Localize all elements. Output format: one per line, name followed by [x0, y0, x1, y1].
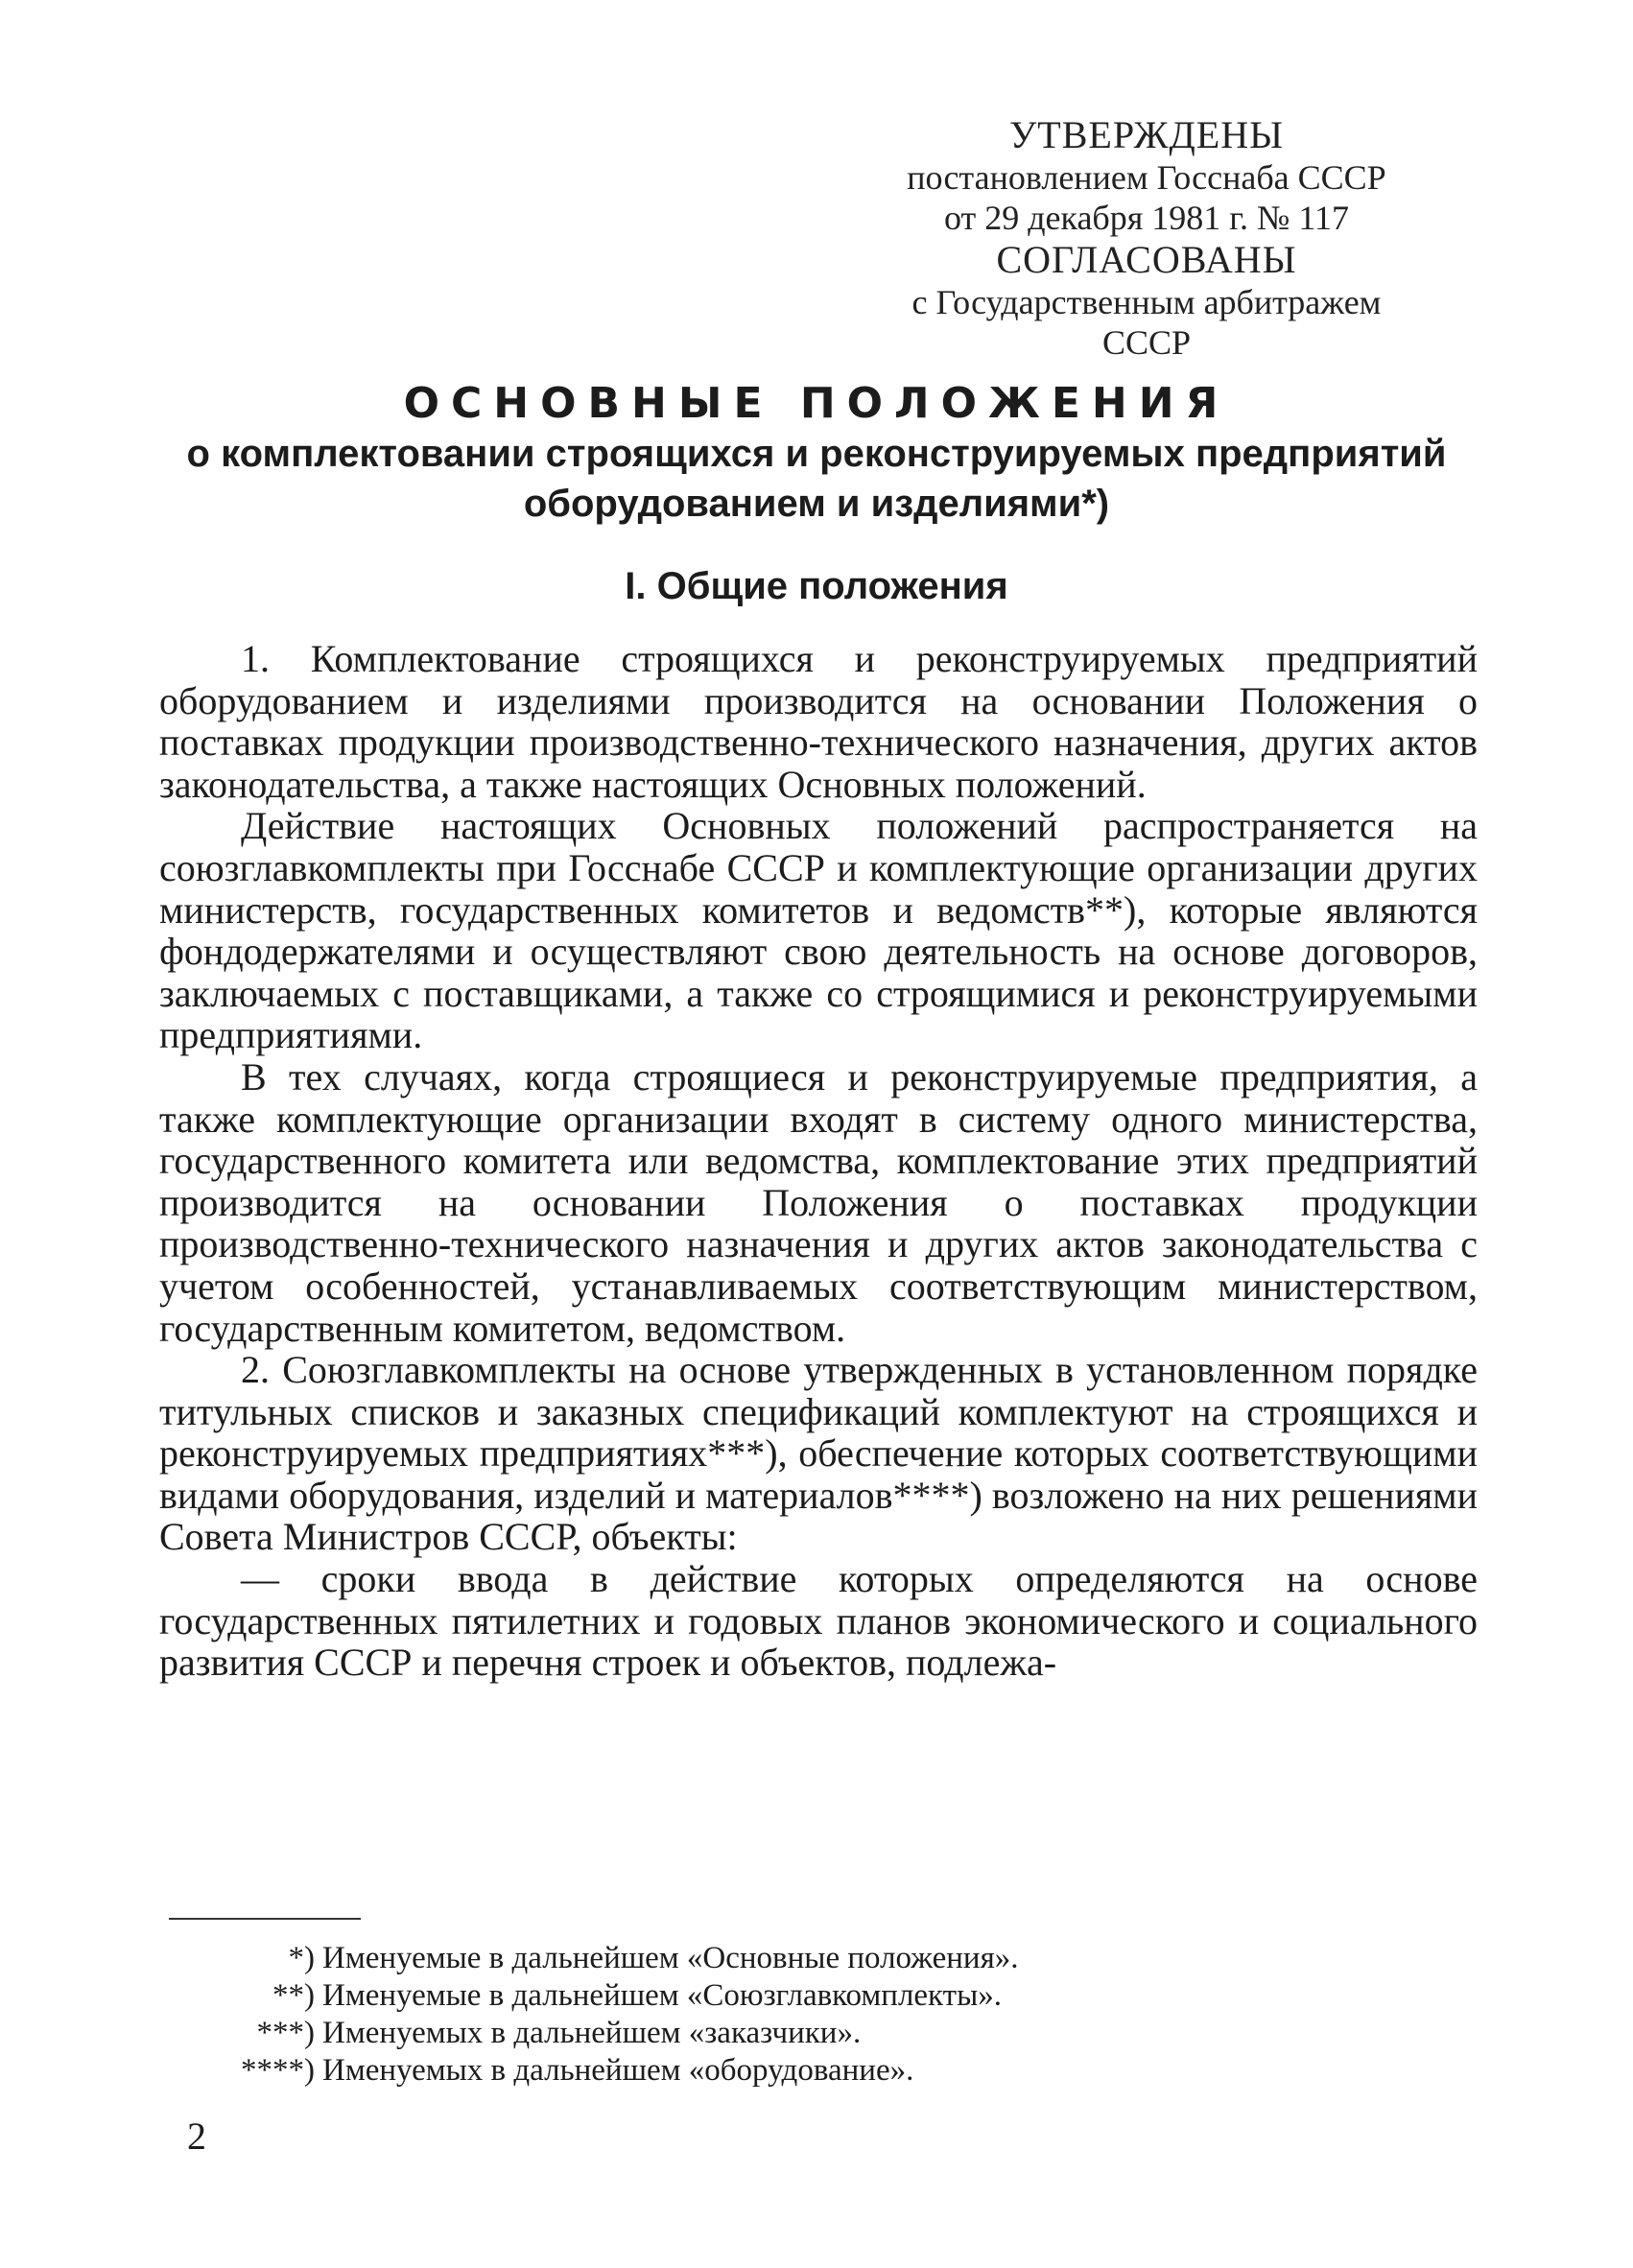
footnote-divider [169, 1918, 361, 1920]
footnote-mark: ****) [241, 2053, 315, 2088]
footnote-text: Именуемых в дальнейшем «оборудование». [322, 2053, 914, 2088]
approval-block [864, 113, 1430, 363]
document-subtitle [144, 429, 1489, 529]
footnote-mark: *) [288, 1941, 315, 1975]
footnote [159, 1940, 1215, 1977]
paragraph: В тех случаях, когда строящиеся и реконструируемые предприятия, а также комплектующие организации входят в систему одного министерства, государственного комитета или ведомства, комплектование этих предприятий производится на основании Положения о поставках продукции производственно-технического назначения и других актов законодательства с учетом особенностей, устанавливаемых соответствующим министерством, государственным комитетом, ведомством. [159, 1054, 1478, 1350]
paragraph: 1. Комплектование строящихся и реконструируемых предприятий оборудованием и изделиями производится на основании Положения о поставках продукции производственно-технического назначения, других актов законодательства, а также настоящих Основных положений. [159, 637, 1478, 806]
footnotes [159, 1940, 1215, 2090]
page-number: 2 [187, 2114, 206, 2158]
approved-by: постановлением Госснаба СССР [907, 158, 1386, 197]
footnote [159, 2015, 1215, 2052]
paragraph: Действие настоящих Основных положений распространяется на союзглавкомплекты при Госснабе СССР и комплектующие организации других министерств, государственных комитетов и ведомств**), которые являются фондодержателями и осуществляют свою деятельность на основе договоров, заключаемых с поставщиками, а также со строящимися и реконструируемыми предприятиями. [159, 804, 1478, 1057]
footnote-text: Именуемые в дальнейшем «Основные положения». [322, 1941, 1019, 1975]
footnote [159, 2052, 1215, 2090]
document-title: ОСНОВНЫЕ ПОЛОЖЕНИЯ [403, 379, 1230, 428]
paragraph: — сроки ввода в действие которых определяются на основе государственных пятилетних и годовых планов экономического и социального развития СССР и перечня строек и объектов, подлежа- [159, 1557, 1478, 1685]
section-title: I. Общие положения [625, 565, 1008, 607]
agreed-with-line2: СССР [1101, 323, 1192, 362]
agreed-heading: СОГЛАСОВАНЫ [996, 238, 1297, 281]
subtitle-line-2: оборудованием и изделиями*) [523, 483, 1110, 525]
paragraph: 2. Союзглавкомплекты на основе утвержденных в установленном порядке титульных списков и заказных спецификаций комплектуют на строящихся и реконструируемых предприятиях***), обеспечение которых соответствующими видами оборудования, изделий и материалов****) возложено на них решениями Совета Министров СССР, объекты: [159, 1348, 1478, 1559]
agreed-with-line1: с Государственным арбитражем [911, 283, 1382, 321]
body-text [159, 638, 1478, 1684]
approved-date: от 29 декабря 1981 г. № 117 [943, 199, 1350, 237]
footnote [159, 1977, 1215, 2015]
footnote-mark: ***) [256, 2016, 315, 2050]
footnote-text: Именуемые в дальнейшем «Союзглавкомплекты». [322, 1978, 1003, 2013]
footnote-mark: **) [272, 1978, 315, 2013]
approved-heading: УТВЕРЖДЕНЫ [1008, 113, 1285, 156]
footnote-text: Именуемых в дальнейшем «заказчики». [322, 2016, 862, 2050]
subtitle-line-1: о комплектовании строящихся и реконструируемых предприятий [186, 433, 1447, 475]
